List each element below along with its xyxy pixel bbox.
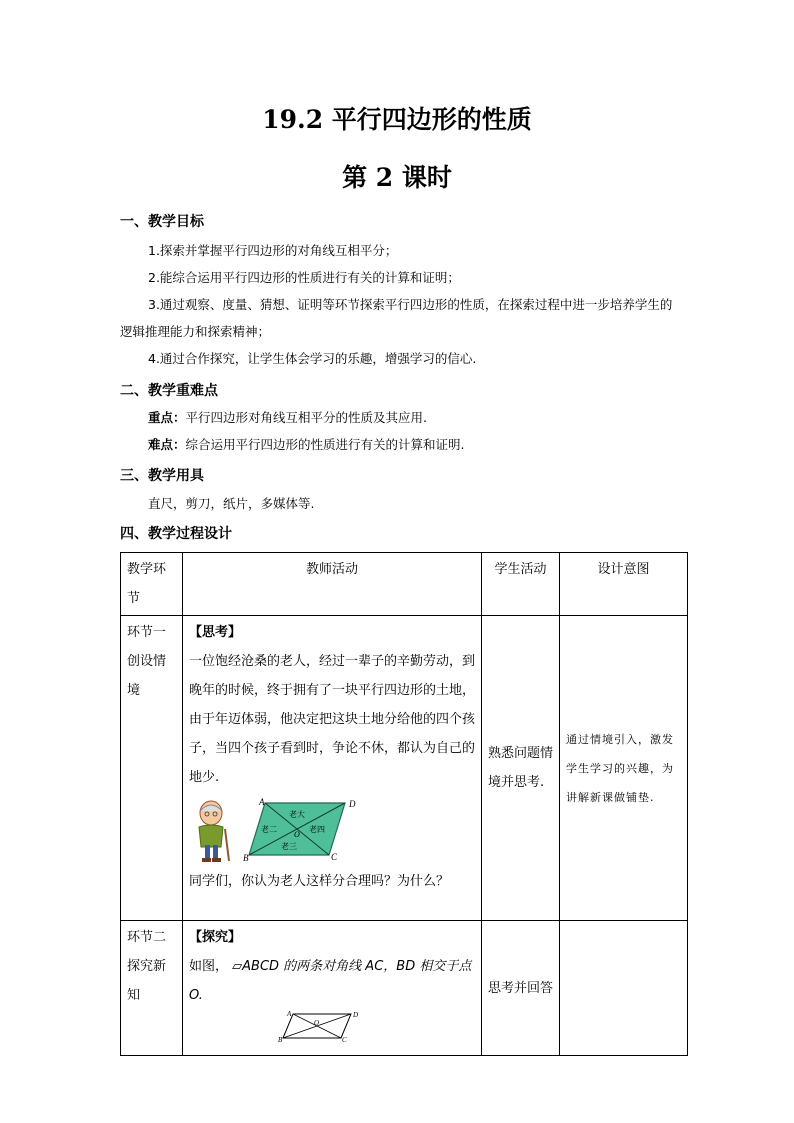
section-tools-heading: 三、教学用具 xyxy=(120,468,204,484)
parallelogram-land-figure xyxy=(245,797,365,863)
explore-tag: 【探究】 xyxy=(189,930,242,945)
intent-cell xyxy=(560,921,688,1056)
key-point xyxy=(120,404,676,431)
old-man-icon xyxy=(189,797,235,863)
page-subtitle: 第 2 课时 xyxy=(342,163,452,192)
label-D: D xyxy=(353,1011,359,1019)
region-second: 老二 xyxy=(261,824,277,834)
header-student: 学生活动 xyxy=(482,553,560,616)
goal-item: 2.能综合运用平行四边形的性质进行有关的计算和证明； xyxy=(148,270,460,285)
tools-text: 直尺，剪刀，纸片，多媒体等. xyxy=(148,496,315,511)
key-label: 重点： xyxy=(148,410,186,425)
goal-item: 3.通过观察、度量、猜想、证明等环节探索平行四边形的性质，在探索过程中进一步培养学生的逻辑推理能力和探索精神； xyxy=(120,297,673,339)
header-intent: 设计意图 xyxy=(560,553,688,616)
explore-text xyxy=(189,952,475,1010)
label-A: A xyxy=(287,1010,292,1018)
process-table xyxy=(120,552,688,1056)
difficulty-label: 难点： xyxy=(148,437,186,452)
label-C: C xyxy=(331,851,338,862)
stage-cell: 环节一 创设情境 xyxy=(121,616,183,921)
region-eldest: 老大 xyxy=(289,809,305,819)
header-stage: 教学环节 xyxy=(121,553,183,616)
difficulty-text: 综合运用平行四边形的性质进行有关的计算和证明. xyxy=(185,437,465,452)
header-teacher: 教师活动 xyxy=(183,553,482,616)
explore-text-pre: 如图， xyxy=(189,959,233,974)
think-tag: 【思考】 xyxy=(189,625,242,640)
label-O: O xyxy=(294,829,300,839)
region-fourth: 老四 xyxy=(309,824,325,834)
figure-row xyxy=(189,792,475,867)
student-cell: 熟悉问题情境并思考. xyxy=(482,616,560,921)
table-header-row xyxy=(121,553,688,616)
goal-item: 4.通过合作探究，让学生体会学习的乐趣，增强学习的信心. xyxy=(148,351,477,366)
table-row xyxy=(121,921,688,1056)
label-B: B xyxy=(278,1036,283,1044)
label-O: O xyxy=(314,1019,320,1027)
region-third: 老三 xyxy=(281,841,297,851)
table-row xyxy=(121,616,688,921)
page-title: 19.2 平行四边形的性质 xyxy=(262,105,532,134)
parallelogram-abcd-figure xyxy=(279,1010,359,1042)
section-process-heading: 四、教学过程设计 xyxy=(120,526,232,542)
teacher-cell xyxy=(183,921,482,1056)
key-text: 平行四边形对角线互相平分的性质及其应用. xyxy=(185,410,427,425)
section-key-heading: 二、教学重难点 xyxy=(120,383,218,399)
explore-text-main: ▱ABCD 的两条对角线 AC，BD 相交于点 O. xyxy=(189,959,472,1003)
intent-cell: 通过情境引入，激发学生学习的兴趣，为讲解新课做铺垫. xyxy=(560,616,688,921)
student-cell: 思考并回答 xyxy=(482,921,560,1056)
label-A: A xyxy=(259,796,265,807)
label-D: D xyxy=(349,798,356,809)
question-text: 同学们，你认为老人这样分合理吗？为什么？ xyxy=(189,874,450,889)
label-B: B xyxy=(243,852,249,863)
goal-item: 1.探索并掌握平行四边形的对角线互相平分； xyxy=(148,243,398,258)
section-goals-heading: 一、教学目标 xyxy=(120,214,204,230)
difficulty-point xyxy=(120,431,676,458)
story-text: 一位饱经沧桑的老人，经过一辈子的辛勤劳动，到晚年的时候，终于拥有了一块平行四边形的土地，由于年迈体弱，他决定把这块土地分给他的四个孩子，当四个孩子看到时，争论不休，都认为自己的地少. xyxy=(189,654,476,785)
teacher-cell xyxy=(183,616,482,921)
stage-cell: 环节二 探究新知 xyxy=(121,921,183,1056)
label-C: C xyxy=(342,1036,347,1044)
